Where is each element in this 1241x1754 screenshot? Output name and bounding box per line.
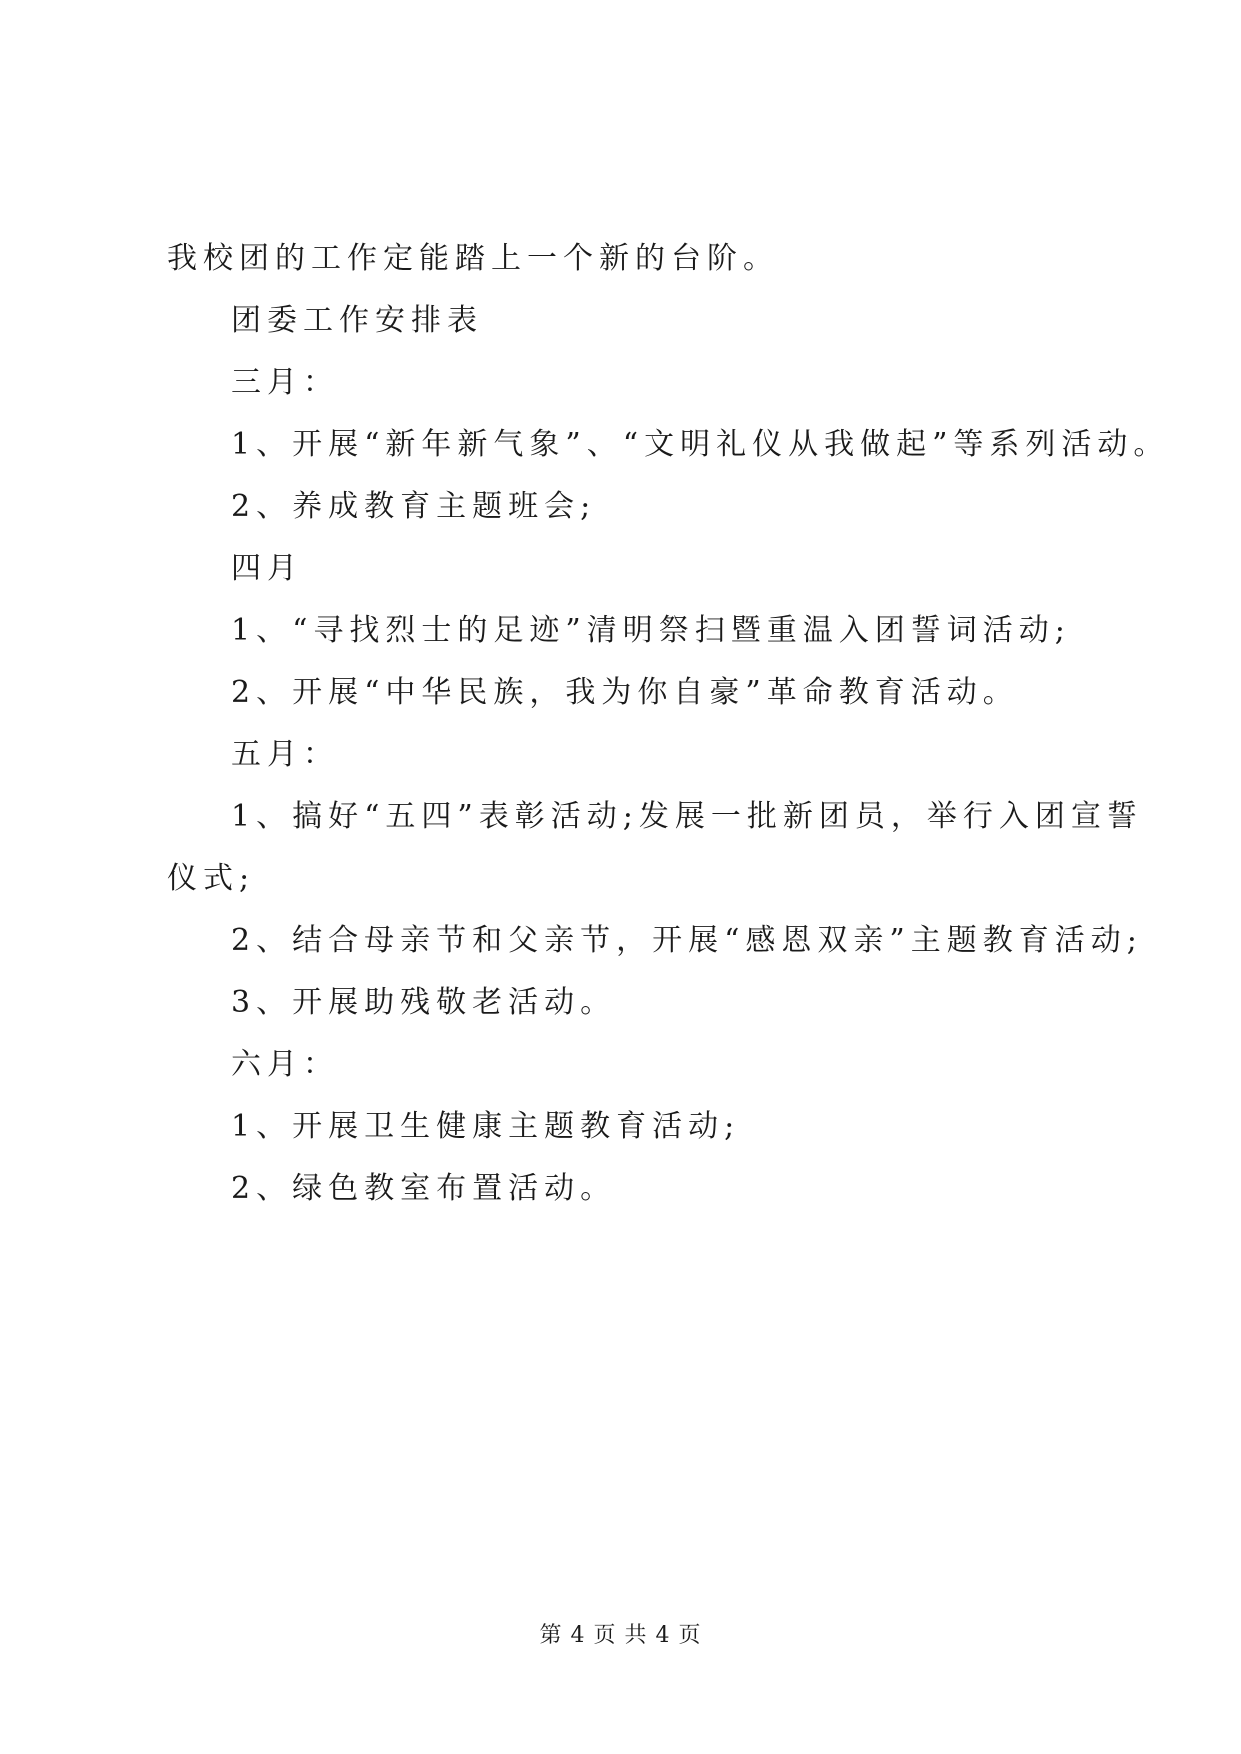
may-item-3: 3、开展助残敬老活动。	[231, 985, 617, 1020]
june-item-1: 1、开展卫生健康主题教育活动;	[231, 1109, 741, 1144]
march-item-1: 1、开展“新年新气象”、“文明礼仪从我做起”等系列活动。	[231, 427, 1170, 462]
document-body	[167, 228, 1170, 1220]
march-item-2: 2、养成教育主题班会;	[231, 489, 597, 524]
month-heading-june: 六月：	[231, 1047, 339, 1082]
month-heading-march: 三月：	[231, 365, 339, 400]
month-heading-may: 五月：	[231, 737, 339, 772]
section-title: 团委工作安排表	[231, 303, 483, 338]
june-item-2: 2、绿色教室布置活动。	[231, 1171, 617, 1206]
april-item-2: 2、开展“中华民族，我为你自豪”革命教育活动。	[231, 675, 1019, 710]
april-item-1: 1、“寻找烈士的足迹”清明祭扫暨重温入团誓词活动;	[231, 613, 1071, 648]
may-item-2: 2、结合母亲节和父亲节，开展“感恩双亲”主题教育活动;	[231, 923, 1143, 958]
may-item-1: 1、搞好“五四”表彰活动;发展一批新团员，举行入团宣誓	[231, 799, 1143, 834]
page-number-footer: 第 4 页 共 4 页	[539, 1623, 702, 1648]
month-heading-april: 四月	[231, 551, 303, 586]
may-item-1-continued: 仪式;	[167, 861, 256, 896]
text-line-1: 我校团的工作定能踏上一个新的台阶。	[167, 241, 779, 276]
